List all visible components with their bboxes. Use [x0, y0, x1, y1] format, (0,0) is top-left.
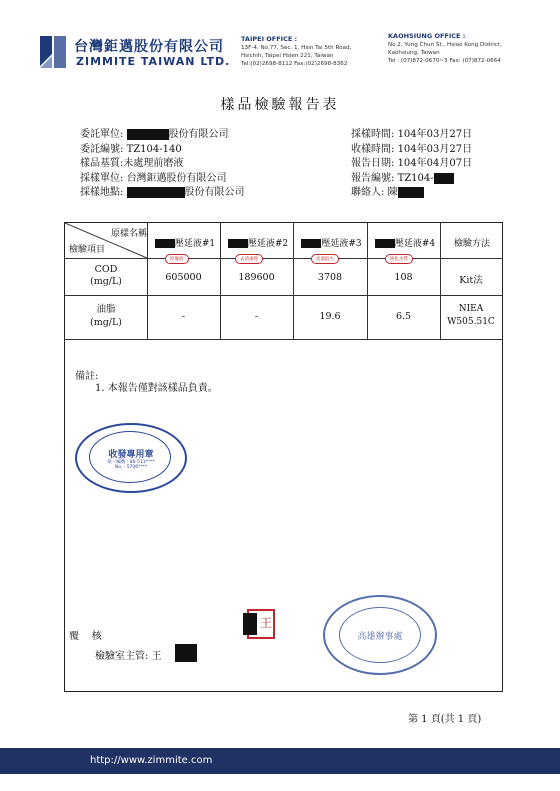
kaohsiung-office-label: KAOHSIUNG OFFICE :: [388, 32, 466, 40]
taipei-address-line1: 13F-4, No.77, Sec. 1, Hsin Tai 5th Road,: [241, 45, 352, 51]
report-no-label: 報告編號:: [351, 172, 395, 184]
location-value: 股份有限公司: [184, 187, 245, 198]
received-stamp: [75, 423, 187, 493]
redaction: [127, 129, 169, 140]
cod-method: Kit法: [459, 275, 483, 286]
company-name-en: ZIMMITE TAIWAN LTD.: [76, 55, 231, 68]
oil-method: NIEA W505.51C: [447, 304, 495, 327]
redaction: [175, 644, 197, 662]
office-stamp: [323, 595, 437, 675]
table-divider: [65, 258, 502, 259]
info-left: [80, 128, 245, 201]
footer-bar: [0, 748, 560, 774]
results-table: [64, 222, 503, 692]
table-divider: [65, 295, 502, 296]
info-client-row: [80, 128, 245, 143]
cod-value-4: 108: [394, 272, 413, 283]
stamp-small-text: 統一編號 : 86-511****: [107, 460, 155, 465]
stamp-small-text-2: No. : 5706****: [114, 465, 148, 470]
redaction: [434, 173, 454, 184]
review-label: 覆 核: [69, 631, 102, 642]
taipei-phone: Tel:(02)2698-8112 Fax:(02)2698-8362: [241, 61, 348, 67]
kaohsiung-address-line2: Kaohsiung, Taiwan: [388, 50, 440, 56]
redaction: [243, 613, 257, 635]
red-seal: 王: [247, 609, 275, 639]
sampler-label: 採樣單位:: [80, 172, 124, 184]
received-time-label: 收樣時間:: [351, 143, 395, 155]
taipei-address-line2: Hsichih, Taipei Hsien 221, Taiwan: [241, 53, 334, 59]
redaction: [155, 239, 175, 248]
kaohsiung-office-block: [388, 32, 538, 65]
info-report-no-row: [351, 172, 472, 187]
matrix-value: 未處理前磨液: [123, 158, 184, 169]
page-number: 第 1 頁(共 1 頁): [408, 714, 482, 725]
redaction: [398, 187, 424, 198]
cod-value-3: 3708: [317, 272, 343, 283]
footer-url: http://www.zimmite.com: [90, 755, 213, 766]
notes-item-1: 1. 本報告僅對該樣品負責。: [95, 383, 218, 394]
contact-value: 陳: [387, 187, 398, 198]
sampling-time-value: 104年03月27日: [397, 129, 473, 140]
company-logo-icon: [38, 34, 68, 70]
sample-tag-3: 高溫取水: [311, 254, 339, 264]
item-cod: COD (mg/L): [89, 264, 122, 287]
sampling-time-label: 採樣時間:: [351, 129, 395, 140]
sample-tag-1: 原廢液: [165, 254, 189, 264]
case-no-label: 委託編號:: [80, 143, 124, 155]
info-case-row: [80, 143, 245, 158]
corner-sample-label: 原樣名稱: [110, 229, 147, 239]
oil-value-2: -: [254, 311, 259, 322]
matrix-label: 樣品基質:: [80, 158, 124, 169]
redaction: [228, 239, 248, 248]
redaction: [375, 239, 395, 248]
sampler-value: 台灣鉅邁股份有限公司: [126, 172, 227, 184]
sample-header-2: 壓延液#2: [222, 236, 294, 249]
sample-header-3: 壓延液#3: [295, 236, 368, 249]
report-no-value: TZ104-: [397, 172, 434, 184]
kaohsiung-phone: Tel : (07)872-0670~3 Fax: (07)872-0664: [388, 58, 501, 64]
oil-value-1: -: [181, 311, 186, 322]
report-title: 樣品檢驗報告表: [220, 97, 340, 113]
kaohsiung-address-line1: No.2, Yung Chun St., Hsiao Kong District,: [388, 42, 502, 48]
taipei-office-label: TAIPEI OFFICE :: [241, 35, 298, 43]
report-date-value: 104年04月07日: [397, 158, 473, 169]
info-matrix-row: [80, 157, 245, 172]
client-value: 股份有限公司: [168, 129, 229, 140]
info-received-row: [351, 143, 472, 158]
taipei-office-block: [241, 35, 381, 68]
info-sampler-row: [80, 172, 245, 187]
sample-header-4: 壓延液#4: [369, 236, 441, 249]
table-divider: [65, 339, 502, 340]
oil-value-4: 6.5: [395, 311, 412, 322]
location-label: 採樣地點:: [80, 187, 124, 198]
cod-value-2: 189600: [238, 272, 275, 283]
sample-header-1: 壓延液#1: [149, 236, 221, 249]
method-header: 檢驗方法: [453, 239, 490, 249]
cod-value-1: 605000: [165, 272, 202, 283]
info-contact-row: [351, 186, 472, 201]
oil-value-3: 19.6: [319, 311, 341, 322]
received-time-value: 104年03月27日: [397, 143, 473, 155]
corner-item-label: 檢驗項目: [69, 245, 106, 255]
client-label: 委託單位:: [80, 129, 124, 140]
item-oil: 油脂 (mg/L): [89, 304, 122, 328]
sample-tag-2: 去渣處理: [235, 254, 263, 264]
report-date-label: 報告日期:: [351, 158, 395, 169]
notes-label: 備註:: [75, 371, 99, 382]
contact-label: 聯絡人:: [351, 187, 385, 198]
case-no-value: TZ104-140: [126, 143, 182, 155]
company-name-zh: 台灣鉅邁股份有限公司: [74, 39, 224, 55]
sample-tag-4: 純化水質: [385, 254, 413, 264]
stamp-center-text: 收發專用章: [108, 450, 154, 460]
info-right: [351, 128, 472, 201]
supervisor-label: 檢驗室主管: 王: [95, 651, 162, 662]
redaction: [127, 187, 185, 198]
info-location-row: [80, 186, 245, 201]
info-report-date-row: [351, 157, 472, 172]
info-sampling-time-row: [351, 128, 472, 143]
redaction: [301, 239, 321, 248]
office-stamp-text: 高雄辦事處: [357, 632, 403, 642]
